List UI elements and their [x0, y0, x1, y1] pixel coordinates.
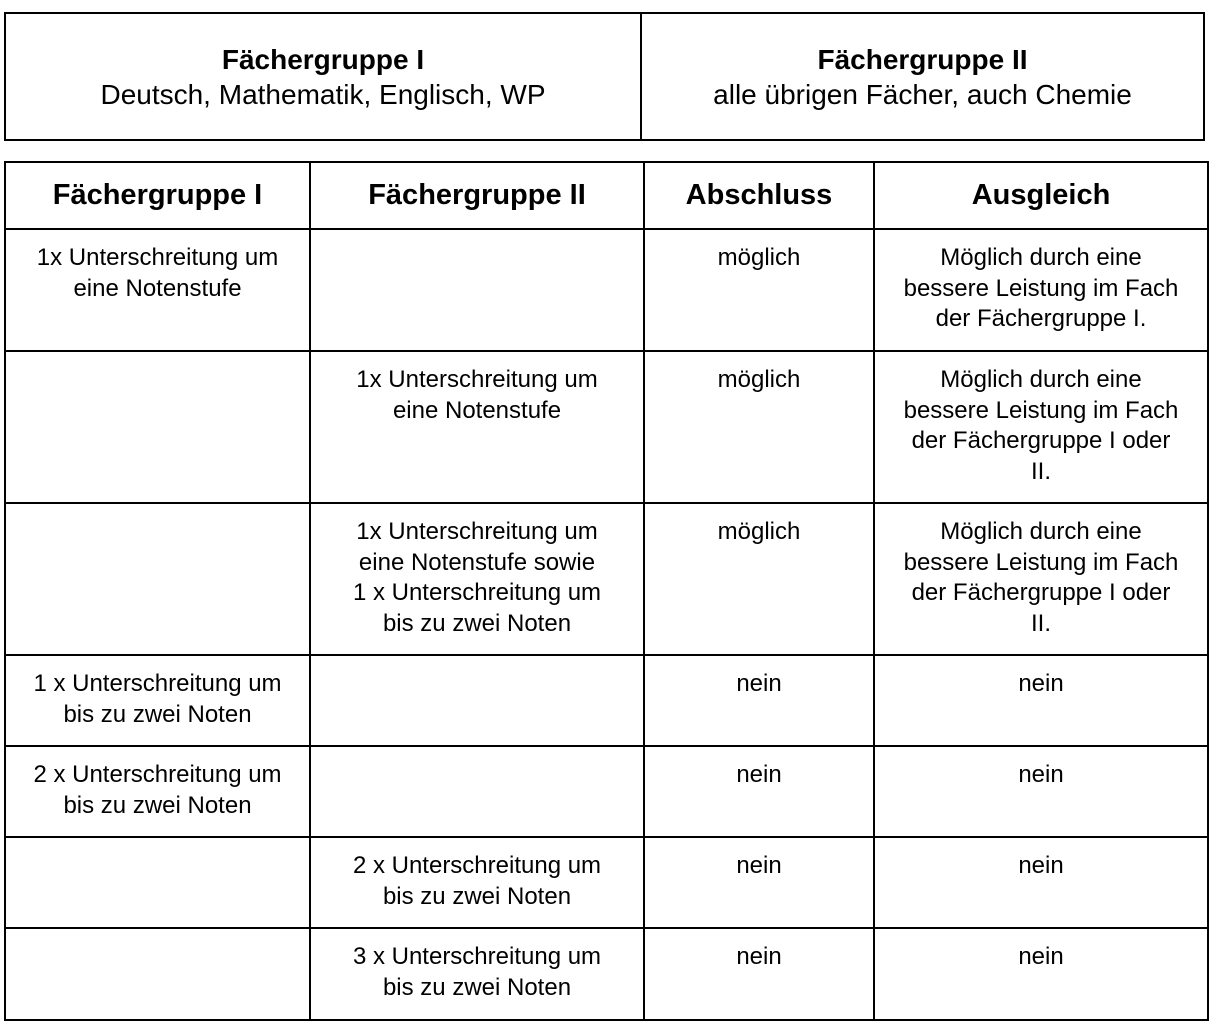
cell-group-1	[5, 928, 310, 1020]
cell-ausgleich-text: Möglich durch eine bessere Leistung im Fach der Fächergruppe I oder II.	[903, 518, 1179, 637]
cell-abschluss	[644, 837, 874, 928]
group-1-cell	[5, 13, 641, 140]
group-1-title: Fächergruppe I	[221, 43, 425, 75]
column-header-group-1: Fächergruppe I	[5, 162, 310, 229]
graduation-rules-table	[4, 161, 1209, 1021]
subject-groups-row	[5, 13, 1204, 140]
cell-ausgleich-text: nein	[1018, 852, 1064, 879]
cell-group-2	[310, 655, 644, 746]
cell-group-2	[310, 351, 644, 503]
cell-abschluss-text: nein	[736, 670, 782, 697]
cell-group-1	[5, 746, 310, 837]
cell-group-1	[5, 655, 310, 746]
cell-abschluss-text: möglich	[717, 366, 801, 393]
cell-group-1	[5, 503, 310, 655]
cell-ausgleich	[874, 229, 1208, 351]
table-body	[5, 229, 1208, 1020]
cell-group-1-text: 1x Unterschreitung um eine Notenstufe	[36, 244, 279, 302]
table-row	[5, 746, 1208, 837]
cell-group-1-text: 1 x Unterschreitung um bis zu zwei Noten	[33, 670, 282, 728]
cell-abschluss	[644, 928, 874, 1020]
table-row	[5, 928, 1208, 1020]
cell-ausgleich	[874, 928, 1208, 1020]
column-header-abschluss: Abschluss	[644, 162, 874, 229]
cell-group-1	[5, 351, 310, 503]
group-2-subjects: alle übrigen Fächer, auch Chemie	[713, 78, 1132, 110]
cell-group-2-text: 1x Unterschreitung um eine Notenstufe sowie 1 x Unterschreitung um bis zu zwei Noten	[352, 518, 602, 637]
table-header-row	[5, 162, 1208, 229]
cell-abschluss-text: nein	[736, 852, 782, 879]
cell-abschluss	[644, 229, 874, 351]
cell-abschluss-text: möglich	[717, 518, 801, 545]
cell-ausgleich-text: nein	[1018, 943, 1064, 970]
table-row	[5, 655, 1208, 746]
cell-group-1	[5, 837, 310, 928]
cell-group-2-text: 1x Unterschreitung um eine Notenstufe	[356, 366, 598, 424]
cell-ausgleich-text: nein	[1018, 761, 1064, 788]
column-header-ausgleich: Ausgleich	[874, 162, 1208, 229]
cell-abschluss	[644, 503, 874, 655]
cell-ausgleich	[874, 503, 1208, 655]
cell-ausgleich	[874, 837, 1208, 928]
cell-group-1	[5, 229, 310, 351]
cell-abschluss	[644, 351, 874, 503]
group-2-title: Fächergruppe II	[817, 43, 1028, 75]
cell-group-2	[310, 837, 644, 928]
cell-group-1-text: 2 x Unterschreitung um bis zu zwei Noten	[33, 761, 282, 819]
cell-group-2	[310, 928, 644, 1020]
cell-ausgleich-text: nein	[1018, 670, 1064, 697]
cell-group-2	[310, 229, 644, 351]
cell-abschluss	[644, 655, 874, 746]
cell-ausgleich-text: Möglich durch eine bessere Leistung im Fach der Fächergruppe I oder II.	[903, 366, 1179, 485]
group-2-cell	[641, 13, 1204, 140]
cell-abschluss-text: möglich	[717, 244, 801, 271]
subject-groups-table	[4, 12, 1205, 141]
cell-abschluss-text: nein	[736, 943, 782, 970]
cell-group-2-text: 2 x Unterschreitung um bis zu zwei Noten	[352, 852, 602, 910]
cell-abschluss	[644, 746, 874, 837]
group-1-subjects: Deutsch, Mathematik, Englisch, WP	[100, 78, 546, 110]
table-row	[5, 351, 1208, 503]
cell-ausgleich	[874, 351, 1208, 503]
table-row	[5, 503, 1208, 655]
cell-ausgleich-text: Möglich durch eine bessere Leistung im Fach der Fächergruppe I.	[903, 244, 1179, 332]
cell-group-2	[310, 503, 644, 655]
column-header-group-2: Fächergruppe II	[310, 162, 644, 229]
table-row	[5, 229, 1208, 351]
cell-ausgleich	[874, 746, 1208, 837]
cell-abschluss-text: nein	[736, 761, 782, 788]
cell-group-2	[310, 746, 644, 837]
cell-group-2-text: 3 x Unterschreitung um bis zu zwei Noten	[352, 943, 602, 1001]
table-row	[5, 837, 1208, 928]
cell-ausgleich	[874, 655, 1208, 746]
